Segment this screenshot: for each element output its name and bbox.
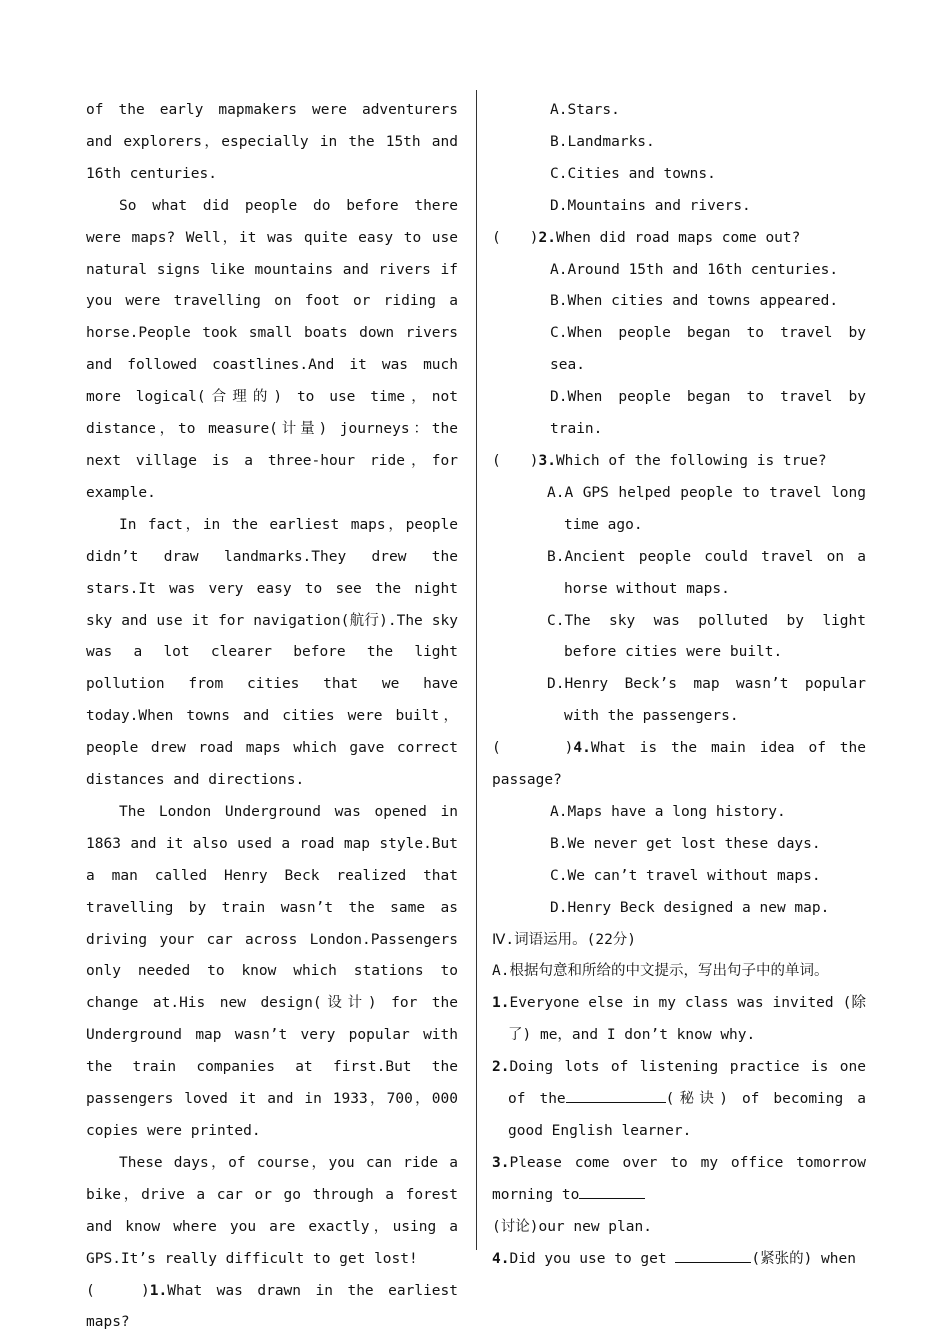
- option-item: B.We never get lost these days.: [550, 835, 821, 852]
- option-item: A.A GPS helped people to travel long time ago.: [547, 484, 866, 533]
- question-number: 4.: [573, 740, 591, 757]
- answer-blank[interactable]: [579, 1180, 645, 1199]
- question-text: Doing lots of listening practice is one of the: [508, 1059, 866, 1108]
- option-item: D.Mountains and rivers.: [550, 197, 751, 214]
- option-item: C.When people began to travel by sea.: [550, 325, 866, 374]
- passage-paragraph: The London Underground was opened in 1863 and it also used a road map style.But a man called Henry Beck realized that travelling by train wasn’t the same as driving your car across London.Passengers only needed to know which stations to change at.His new design(设计) for the Underground map wasn’t very popular with the train companies at first.But the passengers loved it and in 1933，700，000 copies were printed.: [86, 803, 458, 1139]
- answer-bracket[interactable]: ( ): [492, 229, 539, 246]
- question-number: 3.: [538, 452, 556, 469]
- option-item: A.Maps have a long history.: [550, 803, 786, 820]
- question-text: (紧张的) when: [751, 1250, 856, 1267]
- question-text: (讨论)our new plan.: [492, 1218, 652, 1235]
- question-text: What was drawn in the earliest maps?: [86, 1282, 458, 1331]
- option-item: A.Around 15th and 16th centuries.: [550, 261, 839, 278]
- answer-blank[interactable]: [566, 1084, 666, 1103]
- question-3: [492, 446, 866, 478]
- questions-column: [492, 95, 866, 1276]
- option-item: C.Cities and towns.: [550, 165, 716, 182]
- option-item: B.When cities and towns appeared.: [550, 293, 839, 310]
- question-4: [492, 733, 866, 797]
- passage-paragraph: of the early mapmakers were adventurers and explorers，especially in the 15th and 16th centuries.: [86, 102, 458, 182]
- question-text: Did you use to get: [509, 1250, 667, 1267]
- question-text: What is the main idea of the passage?: [492, 740, 866, 789]
- reading-passage-column: [86, 95, 458, 1339]
- answer-bracket[interactable]: ( ): [492, 452, 539, 469]
- option-item: C.We can’t travel without maps.: [550, 867, 821, 884]
- fill-question-3: [492, 1148, 866, 1244]
- fill-question-4: [492, 1244, 866, 1276]
- question-number: 1.: [149, 1282, 168, 1299]
- column-divider: [476, 90, 477, 1250]
- question-number: 1.: [492, 995, 510, 1012]
- option-item: B.Landmarks.: [550, 133, 655, 150]
- question-text: Everyone else in my class was invited (除了) me，and I don’t know why.: [508, 995, 866, 1044]
- fill-question-1: [492, 988, 866, 1052]
- question-2: [492, 223, 866, 255]
- question-text: When did road maps come out?: [555, 229, 801, 246]
- question-number: 2.: [538, 229, 556, 246]
- question-text: Please come over to my office tomorrow morning to: [492, 1154, 866, 1203]
- question-number: 4.: [492, 1250, 510, 1267]
- answer-bracket[interactable]: ( ): [86, 1282, 150, 1299]
- option-item: A.Stars.: [550, 102, 620, 118]
- passage-paragraph: These days，of course，you can ride a bike，drive a car or go through a forest and know where you are exactly，using a GPS.It’s really difficult to get lost!: [86, 1154, 458, 1267]
- option-item: [492, 382, 866, 446]
- question-text: Which of the following is true?: [555, 452, 827, 469]
- option-item: D.Henry Beck’s map wasn’t popular with the passengers.: [547, 676, 866, 725]
- option-item: B.Ancient people could travel on a horse without maps.: [547, 548, 866, 597]
- passage-paragraph: So what did people do before there were maps? Well，it was quite easy to use natural signs like mountains and rivers if you were travelling on foot or riding a horse.People took small boats down rivers and followed coastlines.And it was much more logical(合理的) to use time，not distance，to measure(计量) journeys：the next village is a three-hour ride，for example.: [86, 197, 458, 501]
- option-item: D.Henry Beck designed a new map.: [550, 899, 830, 916]
- section-title: Ⅳ.词语运用。(22分): [492, 931, 637, 948]
- section-instruction: A.根据句意和所给的中文提示，写出句子中的单词。: [492, 963, 829, 980]
- option-item: C.The sky was polluted by light before cities were built.: [547, 612, 866, 661]
- passage-paragraph: In fact，in the earliest maps，people didn’t draw landmarks.They drew the stars.It was very easy to see the night sky and use it for navigation(航行).The sky was a lot clearer before the light pollution from cities that we have today.When towns and cities were built，people drew road maps which gave correct distances and directions.: [86, 516, 458, 789]
- answer-bracket[interactable]: ( ): [492, 740, 574, 757]
- fill-question-2: [492, 1052, 866, 1148]
- question-number: 3.: [492, 1154, 510, 1171]
- question-number: 2.: [492, 1059, 510, 1076]
- question-1: [86, 1276, 458, 1340]
- answer-blank[interactable]: [675, 1244, 751, 1263]
- option-text: D.When people began to travel by train.: [550, 389, 866, 438]
- question-text: (秘诀) of becoming a good English learner.: [508, 1091, 866, 1139]
